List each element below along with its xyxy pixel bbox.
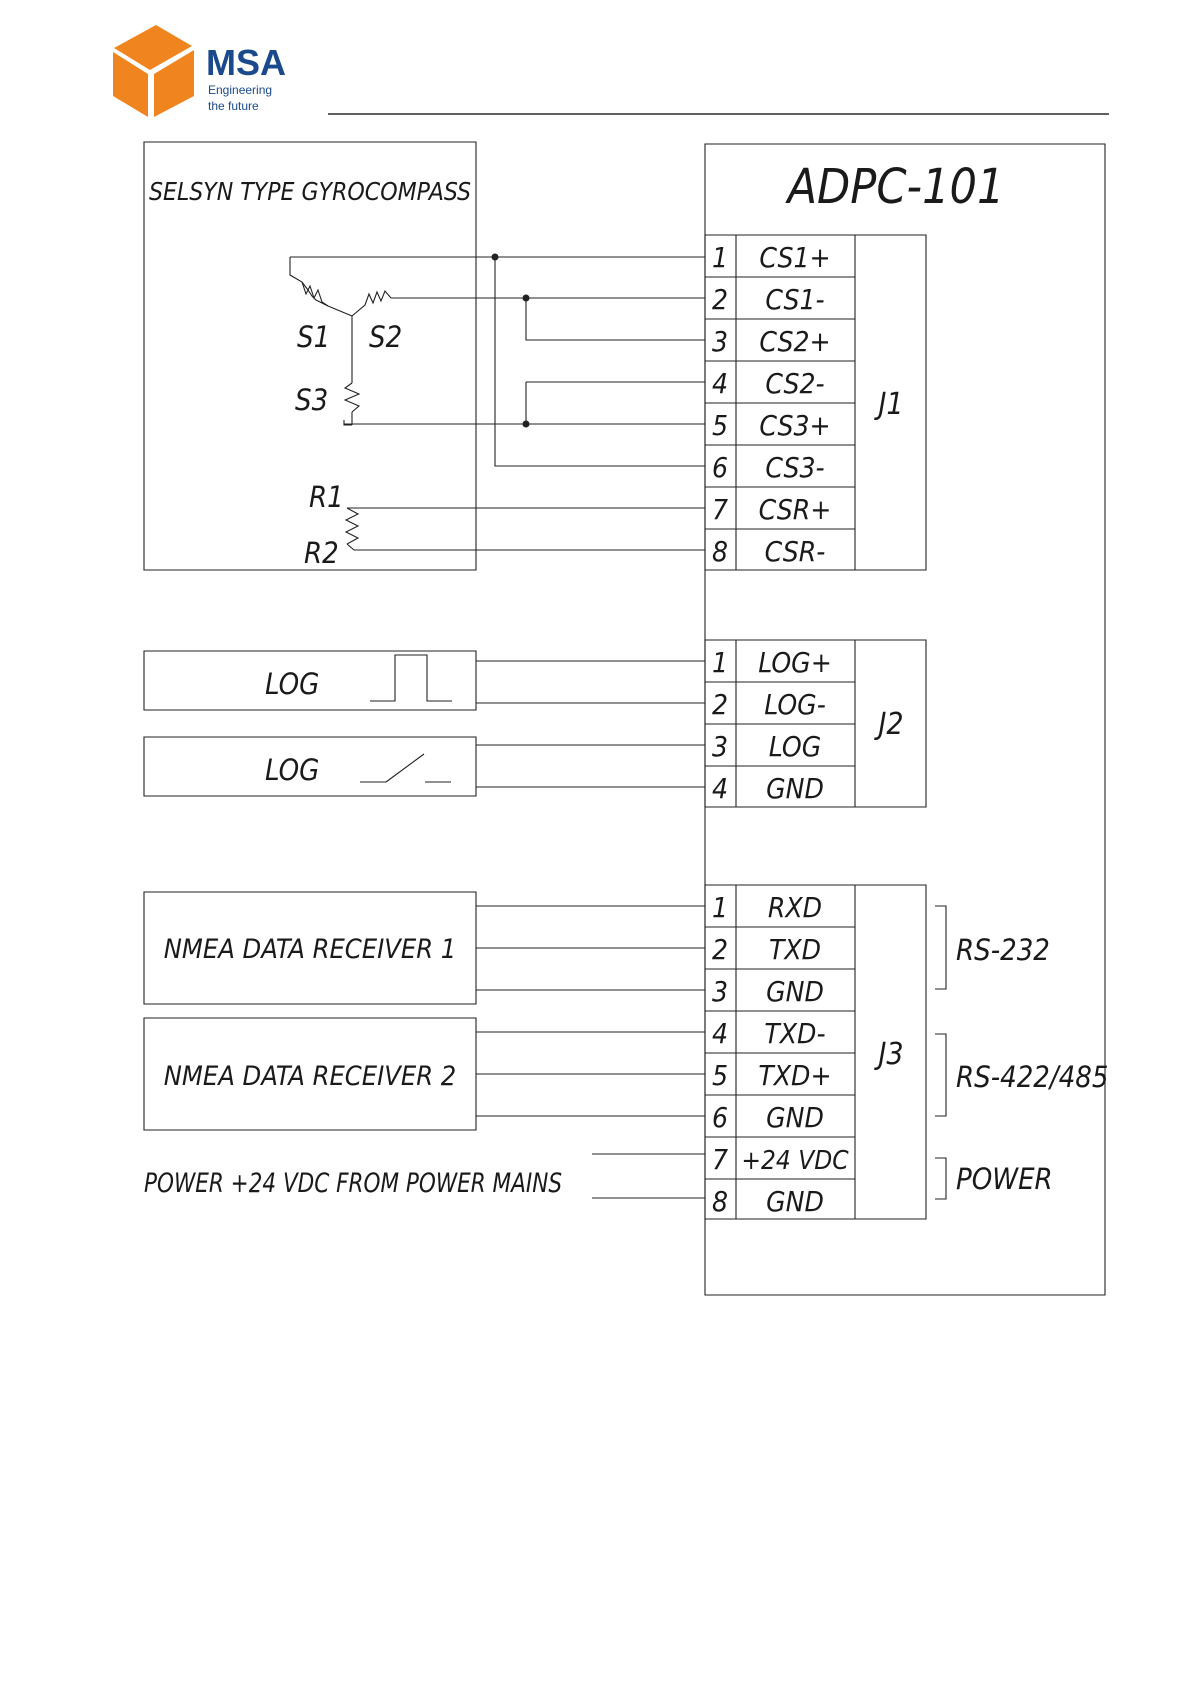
j2-pin-signal: GND: [766, 772, 824, 805]
rs232-bracket: [935, 906, 946, 989]
j1-pin-number: 7: [711, 493, 729, 526]
group-rs422-label: RS-422/485: [956, 1060, 1109, 1094]
rotor-winding-symbol: [346, 508, 358, 544]
j3-pin-signal: TXD+: [758, 1059, 832, 1092]
j3-pin-number: 3: [711, 975, 729, 1008]
j3-pin-number: 1: [711, 891, 729, 924]
label-r2: R2: [304, 536, 339, 570]
j1-pin-number: 4: [711, 367, 729, 400]
j1-pin-number: 6: [711, 451, 729, 484]
pulse-waveform-icon: [370, 655, 452, 701]
j1-pin-number: 1: [711, 241, 729, 274]
j2-pin-signal: LOG+: [758, 646, 832, 679]
j2-pin-signal: LOG: [768, 730, 822, 763]
j2-pin-number: 4: [711, 772, 729, 805]
j1-pin-signal: CS3-: [765, 451, 825, 484]
j1-pin-signal: CS3+: [759, 409, 831, 442]
j1-pin-signal: CSR+: [758, 493, 832, 526]
logo-tagline-line-1: Engineering: [208, 83, 273, 97]
label-s2: S2: [369, 320, 403, 354]
j3-pin-signal: TXD: [768, 933, 822, 966]
j2-pin-signal: LOG-: [764, 688, 826, 721]
j1-pin-number: 5: [711, 409, 729, 442]
device-title: ADPC-101: [787, 159, 1005, 215]
power-bracket: [935, 1158, 946, 1199]
j3-connector-label: J3: [878, 1037, 904, 1072]
j1-connector-label: J1: [878, 387, 904, 422]
j2-pin-number: 2: [711, 688, 729, 721]
j1-pin-number: 3: [711, 325, 729, 358]
j2-connector-label: J2: [878, 707, 904, 742]
j3-pin-signal: GND: [766, 975, 824, 1008]
j3-pin-number: 8: [711, 1185, 729, 1218]
j1-pin-signal: CS2-: [765, 367, 825, 400]
group-rs232-label: RS-232: [956, 933, 1050, 967]
label-r1: R1: [309, 480, 344, 514]
j1-pin-signal: CSR-: [764, 535, 826, 568]
j1-pin-signal: CS1+: [759, 241, 831, 274]
j1-pin-number: 2: [711, 283, 729, 316]
j1-pin-signal: CS2+: [759, 325, 831, 358]
log-contact-label: LOG: [265, 753, 320, 787]
log-pulse-label: LOG: [265, 667, 320, 701]
switch-contact-icon: [360, 754, 451, 782]
rs422-bracket: [935, 1034, 946, 1116]
power-source-label: POWER +24 VDC FROM POWER MAINS: [144, 1168, 562, 1199]
j3-pin-signal: RXD: [767, 891, 823, 924]
j3-pin-signal: +24 VDC: [741, 1146, 849, 1176]
j3-pin-number: 7: [711, 1143, 729, 1176]
j1-pin-number: 8: [711, 535, 729, 568]
j3-pin-number: 2: [711, 933, 729, 966]
label-s3: S3: [295, 383, 329, 417]
j3-pin-signal: GND: [766, 1185, 824, 1218]
group-power-label: POWER: [956, 1162, 1053, 1196]
j3-pin-signal: TXD-: [764, 1017, 826, 1050]
j3-pin-number: 6: [711, 1101, 729, 1134]
logo-brand: MSA: [206, 42, 286, 83]
j1-pin-signal: CS1-: [765, 283, 825, 316]
j2-pin-number: 1: [711, 646, 729, 679]
receiver-2-label: NMEA DATA RECEIVER 2: [163, 1061, 457, 1092]
msa-logo: [113, 25, 286, 117]
logo-tagline-line-2: the future: [208, 99, 259, 113]
j2-pin-number: 3: [711, 730, 729, 763]
j3-pin-signal: GND: [766, 1101, 824, 1134]
junction-dots: [492, 254, 530, 428]
gyrocompass-title: SELSYN TYPE GYROCOMPASS: [149, 177, 471, 206]
label-s1: S1: [297, 320, 331, 354]
j3-pin-number: 5: [711, 1059, 729, 1092]
logo-cube-icon: [113, 25, 194, 117]
receiver-1-label: NMEA DATA RECEIVER 1: [163, 934, 457, 965]
j3-pin-number: 4: [711, 1017, 729, 1050]
